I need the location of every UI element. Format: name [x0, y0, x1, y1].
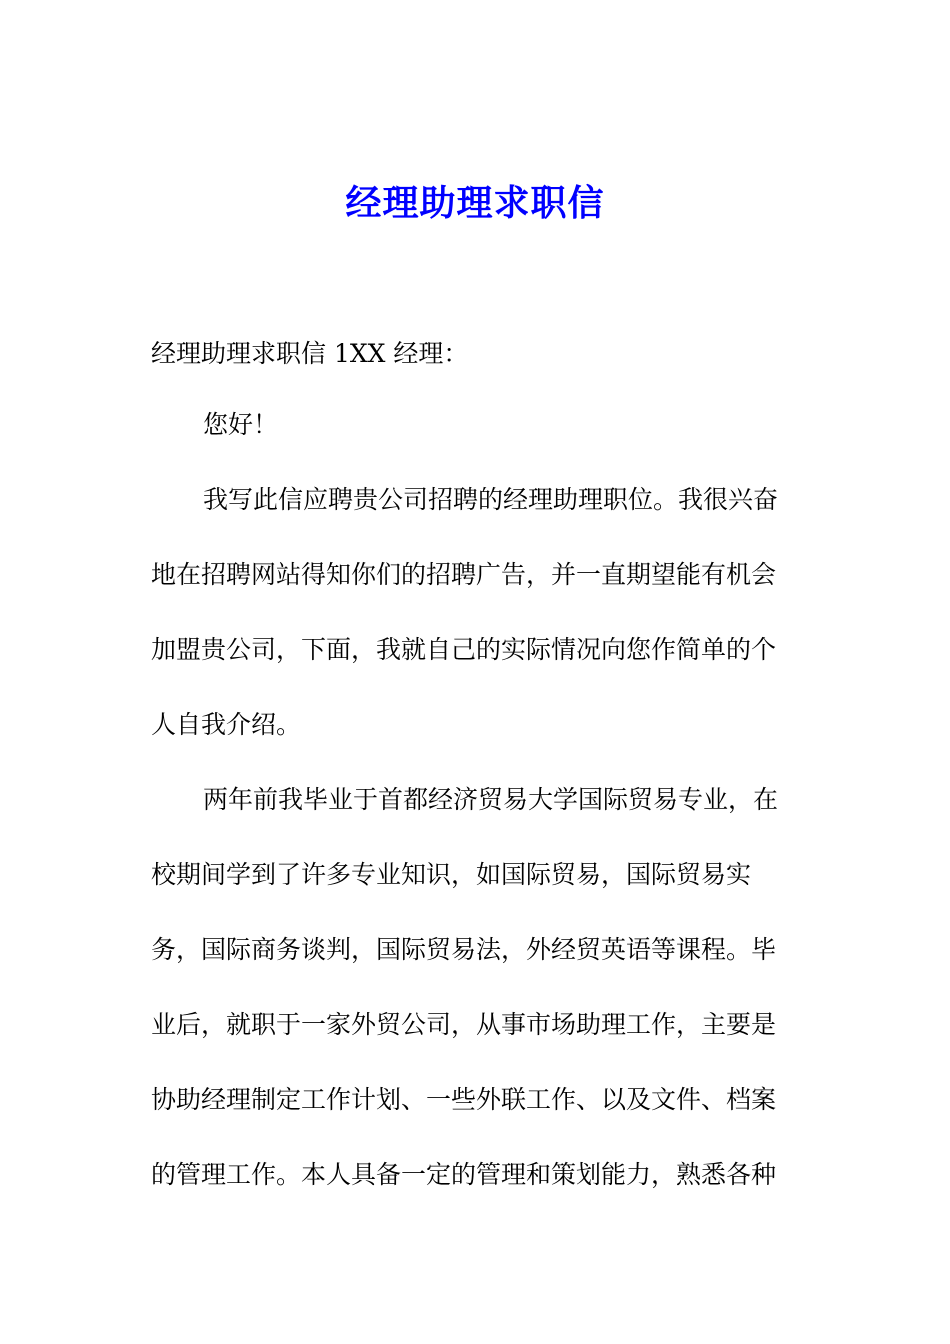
paragraph-1-line-1: 我写此信应聘贵公司招聘的经理助理职位。我很兴奋	[203, 485, 779, 514]
paragraph-2-line-1: 两年前我毕业于首都经济贸易大学国际贸易专业，在	[203, 785, 779, 814]
document-title: 经理助理求职信	[345, 182, 605, 224]
paragraph-2-line-4: 业后，就职于一家外贸公司，从事市场助理工作，主要是	[151, 1010, 777, 1039]
paragraph-1-line-3: 加盟贵公司，下面，我就自己的实际情况向您作简单的个	[151, 635, 777, 664]
paragraph-2-line-6: 的管理工作。本人具备一定的管理和策划能力，熟悉各种	[151, 1160, 777, 1189]
paragraph-2-line-2: 校期间学到了许多专业知识，如国际贸易，国际贸易实	[151, 860, 752, 889]
paragraph-2-line-3: 务，国际商务谈判，国际贸易法，外经贸英语等课程。毕	[151, 935, 777, 964]
greeting-line: 您好！	[203, 410, 279, 439]
paragraph-1-line-4: 人自我介绍。	[151, 710, 302, 739]
paragraph-1-line-2: 地在招聘网站得知你们的招聘广告，并一直期望能有机会	[151, 560, 777, 589]
salutation-line: 经理助理求职信 1XX 经理：	[151, 339, 469, 368]
paragraph-2-line-5: 协助经理制定工作计划、一些外联工作、以及文件、档案	[151, 1085, 777, 1114]
